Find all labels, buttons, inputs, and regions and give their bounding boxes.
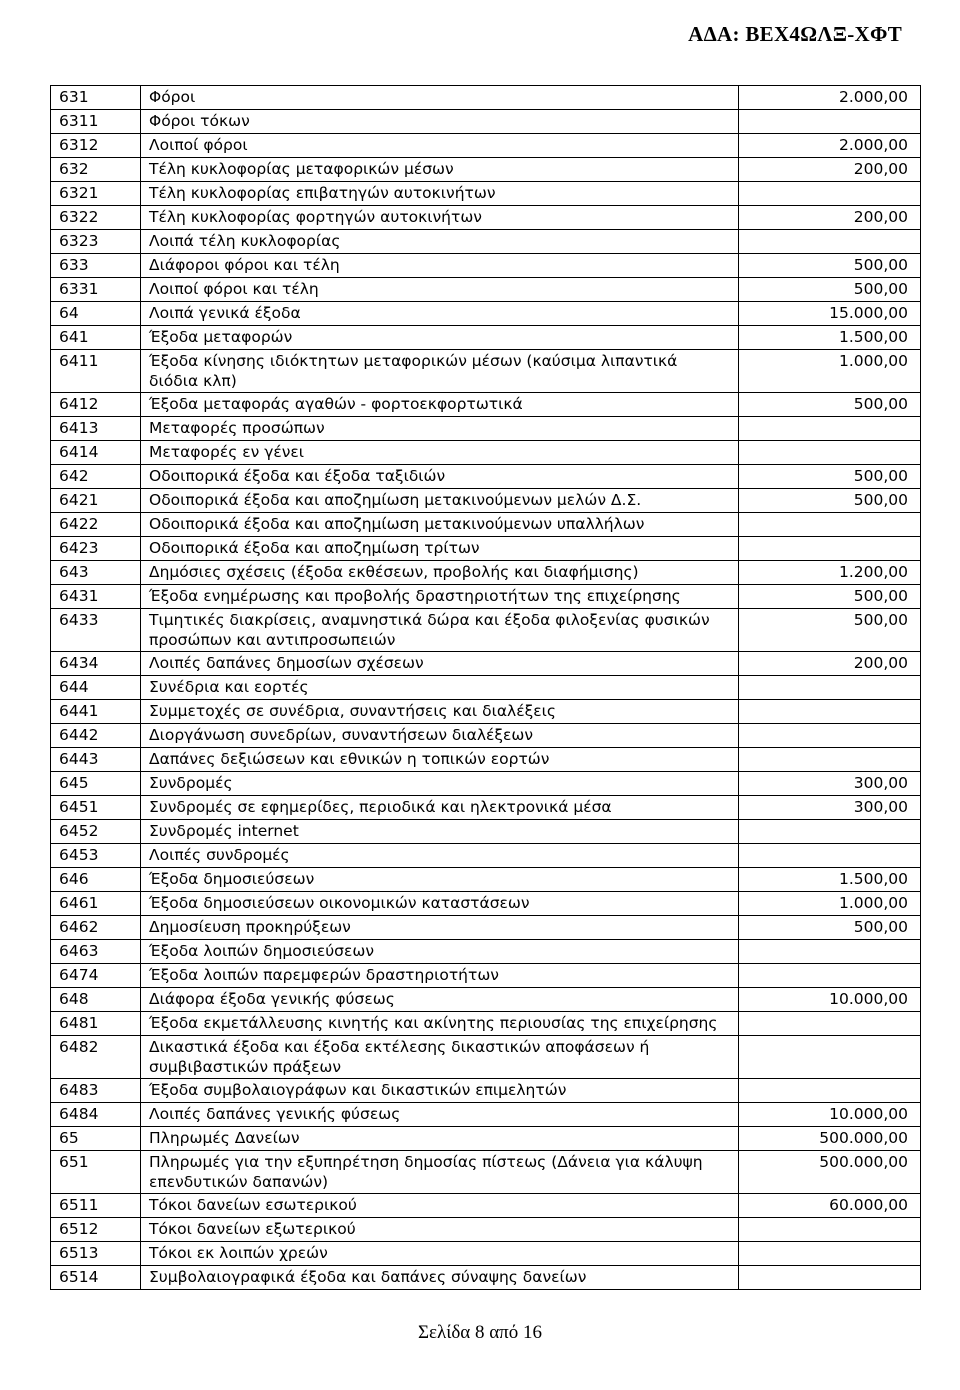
table-row (51, 158, 921, 182)
table-row (51, 652, 921, 676)
account-code-cell: 6512 (51, 1218, 141, 1242)
account-code-cell: 6441 (51, 700, 141, 724)
table-row (51, 326, 921, 350)
amount-cell (739, 820, 921, 844)
amount-cell (739, 1036, 921, 1079)
account-description-cell: Λοιπά τέλη κυκλοφορίας (141, 230, 739, 254)
account-description-cell: Μεταφορές προσώπων (141, 417, 739, 441)
table-row (51, 537, 921, 561)
table-row (51, 230, 921, 254)
table-row (51, 1036, 921, 1079)
amount-cell: 1.000,00 (739, 350, 921, 393)
account-description-cell: Έξοδα δημοσιεύσεων (141, 868, 739, 892)
account-code-cell: 6422 (51, 513, 141, 537)
table-row (51, 513, 921, 537)
table-row (51, 182, 921, 206)
amount-cell: 10.000,00 (739, 1103, 921, 1127)
table-row (51, 1151, 921, 1194)
amount-cell (739, 1012, 921, 1036)
table-row (51, 796, 921, 820)
account-code-cell: 642 (51, 465, 141, 489)
account-description-cell: Οδοιπορικά έξοδα και αποζημίωση τρίτων (141, 537, 739, 561)
table-row (51, 1218, 921, 1242)
account-code-cell: 645 (51, 772, 141, 796)
account-code-cell: 65 (51, 1127, 141, 1151)
table-row (51, 676, 921, 700)
account-description-cell: Λοιπές δαπάνες δημοσίων σχέσεων (141, 652, 739, 676)
account-code-cell: 6413 (51, 417, 141, 441)
account-description-cell: Λοιπά γενικά έξοδα (141, 302, 739, 326)
account-description-cell: Δικαστικά έξοδα και έξοδα εκτέλεσης δικαστικών αποφάσεων ή συμβιβαστικών πράξεων (141, 1036, 739, 1079)
account-code-cell: 6414 (51, 441, 141, 465)
table-row (51, 1266, 921, 1290)
account-code-cell: 6421 (51, 489, 141, 513)
table-row (51, 302, 921, 326)
amount-cell: 500,00 (739, 489, 921, 513)
table-row (51, 868, 921, 892)
account-code-cell: 648 (51, 988, 141, 1012)
account-description-cell: Τέλη κυκλοφορίας φορτηγών αυτοκινήτων (141, 206, 739, 230)
account-code-cell: 6451 (51, 796, 141, 820)
amount-cell (739, 964, 921, 988)
account-code-cell: 6412 (51, 393, 141, 417)
amount-cell (739, 230, 921, 254)
amount-cell: 200,00 (739, 652, 921, 676)
table-row (51, 916, 921, 940)
amount-cell (739, 1079, 921, 1103)
account-description-cell: Έξοδα κίνησης ιδιόκτητων μεταφορικών μέσων (καύσιμα λιπαντικά διόδια κλπ) (141, 350, 739, 393)
amount-cell: 2.000,00 (739, 86, 921, 110)
account-code-cell: 6322 (51, 206, 141, 230)
account-description-cell: Πληρωμές Δανείων (141, 1127, 739, 1151)
account-code-cell: 631 (51, 86, 141, 110)
table-row (51, 844, 921, 868)
account-description-cell: Λοιπές συνδρομές (141, 844, 739, 868)
account-description-cell: Έξοδα μεταφοράς αγαθών - φορτοεκφορτωτικά (141, 393, 739, 417)
amount-cell (739, 441, 921, 465)
account-code-cell: 6511 (51, 1194, 141, 1218)
table-row (51, 940, 921, 964)
account-description-cell: Τόκοι εκ λοιπών χρεών (141, 1242, 739, 1266)
amount-cell: 1.200,00 (739, 561, 921, 585)
amount-cell: 500,00 (739, 278, 921, 302)
amount-cell: 60.000,00 (739, 1194, 921, 1218)
account-description-cell: Συνέδρια και εορτές (141, 676, 739, 700)
amount-cell: 1.500,00 (739, 326, 921, 350)
table-row (51, 278, 921, 302)
account-description-cell: Τέλη κυκλοφορίας επιβατηγών αυτοκινήτων (141, 182, 739, 206)
account-code-cell: 6484 (51, 1103, 141, 1127)
account-code-cell: 6434 (51, 652, 141, 676)
account-description-cell: Δαπάνες δεξιώσεων και εθνικών η τοπικών εορτών (141, 748, 739, 772)
amount-cell: 2.000,00 (739, 134, 921, 158)
account-description-cell: Έξοδα ενημέρωσης και προβολής δραστηριοτήτων της επιχείρησης (141, 585, 739, 609)
account-description-cell: Διάφορα έξοδα γενικής φύσεως (141, 988, 739, 1012)
account-description-cell: Τιμητικές διακρίσεις, αναμνηστικά δώρα και έξοδα φιλοξενίας φυσικών προσώπων και αντιπροσωπειών (141, 609, 739, 652)
amount-cell: 200,00 (739, 158, 921, 182)
account-code-cell: 644 (51, 676, 141, 700)
account-code-cell: 6461 (51, 892, 141, 916)
amount-cell (739, 182, 921, 206)
table-row (51, 724, 921, 748)
account-code-cell: 6463 (51, 940, 141, 964)
account-description-cell: Λοιπές δαπάνες γενικής φύσεως (141, 1103, 739, 1127)
amount-cell (739, 513, 921, 537)
account-description-cell: Έξοδα μεταφορών (141, 326, 739, 350)
account-code-cell: 6513 (51, 1242, 141, 1266)
account-description-cell: Δημοσίευση προκηρύξεων (141, 916, 739, 940)
account-description-cell: Έξοδα εκμετάλλευσης κινητής και ακίνητης περιουσίας της επιχείρησης (141, 1012, 739, 1036)
account-code-cell: 6431 (51, 585, 141, 609)
account-code-cell: 6443 (51, 748, 141, 772)
table-row (51, 134, 921, 158)
table-row (51, 86, 921, 110)
account-description-cell: Συμμετοχές σε συνέδρια, συναντήσεις και διαλέξεις (141, 700, 739, 724)
amount-cell: 500,00 (739, 585, 921, 609)
account-description-cell: Συμβολαιογραφικά έξοδα και δαπάνες σύναψης δανείων (141, 1266, 739, 1290)
ada-document-code: ΑΔΑ: ΒΕΧ4ΩΛΞ-ΧΦΤ (688, 22, 902, 46)
table-row (51, 1012, 921, 1036)
account-code-cell: 6452 (51, 820, 141, 844)
amount-cell: 500.000,00 (739, 1151, 921, 1194)
account-code-cell: 64 (51, 302, 141, 326)
amount-cell (739, 417, 921, 441)
account-description-cell: Τέλη κυκλοφορίας μεταφορικών μέσων (141, 158, 739, 182)
amount-cell: 15.000,00 (739, 302, 921, 326)
table-row (51, 748, 921, 772)
amount-cell (739, 1266, 921, 1290)
account-description-cell: Συνδρομές (141, 772, 739, 796)
account-description-cell: Διοργάνωση συνεδρίων, συναντήσεων διαλέξεων (141, 724, 739, 748)
amount-cell (739, 940, 921, 964)
account-code-cell: 6481 (51, 1012, 141, 1036)
table-row (51, 1194, 921, 1218)
table-row (51, 206, 921, 230)
account-description-cell: Συνδρομές internet (141, 820, 739, 844)
account-code-cell: 641 (51, 326, 141, 350)
table-row (51, 254, 921, 278)
account-code-cell: 6462 (51, 916, 141, 940)
table-row (51, 1242, 921, 1266)
page-footer: Σελίδα 8 από 16 (417, 1322, 543, 1343)
amount-cell (739, 700, 921, 724)
account-code-cell: 632 (51, 158, 141, 182)
account-description-cell: Λοιποί φόροι (141, 134, 739, 158)
account-code-cell: 633 (51, 254, 141, 278)
table-row (51, 350, 921, 393)
table-row (51, 1079, 921, 1103)
account-description-cell: Έξοδα δημοσιεύσεων οικονομικών καταστάσεων (141, 892, 739, 916)
account-description-cell: Φόροι τόκων (141, 110, 739, 134)
table-row (51, 441, 921, 465)
account-code-cell: 6423 (51, 537, 141, 561)
table-row (51, 772, 921, 796)
table-row (51, 417, 921, 441)
amount-cell (739, 724, 921, 748)
amount-cell: 300,00 (739, 796, 921, 820)
account-description-cell: Τόκοι δανείων εξωτερικού (141, 1218, 739, 1242)
account-description-cell: Έξοδα λοιπών δημοσιεύσεων (141, 940, 739, 964)
account-description-cell: Τόκοι δανείων εσωτερικού (141, 1194, 739, 1218)
table-row (51, 1103, 921, 1127)
amount-cell: 10.000,00 (739, 988, 921, 1012)
account-code-cell: 651 (51, 1151, 141, 1194)
account-code-cell: 6474 (51, 964, 141, 988)
account-code-cell: 6514 (51, 1266, 141, 1290)
table-row (51, 988, 921, 1012)
amount-cell: 500,00 (739, 609, 921, 652)
amount-cell (739, 537, 921, 561)
table-row (51, 465, 921, 489)
table-row (51, 561, 921, 585)
account-code-cell: 6433 (51, 609, 141, 652)
account-description-cell: Οδοιπορικά έξοδα και αποζημίωση μετακινούμενων υπαλλήλων (141, 513, 739, 537)
amount-cell (739, 748, 921, 772)
amount-cell (739, 1242, 921, 1266)
table-row (51, 489, 921, 513)
amount-cell (739, 110, 921, 134)
account-code-cell: 643 (51, 561, 141, 585)
budget-table-body (51, 86, 921, 1290)
account-code-cell: 646 (51, 868, 141, 892)
account-code-cell: 6411 (51, 350, 141, 393)
account-code-cell: 6482 (51, 1036, 141, 1079)
table-row (51, 393, 921, 417)
table-row (51, 110, 921, 134)
account-description-cell: Συνδρομές σε εφημερίδες, περιοδικά και ηλεκτρονικά μέσα (141, 796, 739, 820)
amount-cell: 500,00 (739, 465, 921, 489)
account-description-cell: Πληρωμές για την εξυπηρέτηση δημοσίας πίστεως (Δάνεια για κάλυψη επενδυτικών δαπανών) (141, 1151, 739, 1194)
amount-cell (739, 1218, 921, 1242)
budget-table (50, 85, 921, 1290)
amount-cell: 500,00 (739, 254, 921, 278)
account-description-cell: Λοιποί φόροι και τέλη (141, 278, 739, 302)
account-code-cell: 6311 (51, 110, 141, 134)
amount-cell: 200,00 (739, 206, 921, 230)
amount-cell: 300,00 (739, 772, 921, 796)
table-row (51, 609, 921, 652)
account-description-cell: Οδοιπορικά έξοδα και έξοδα ταξιδιών (141, 465, 739, 489)
account-description-cell: Μεταφορές εν γένει (141, 441, 739, 465)
table-row (51, 820, 921, 844)
table-row (51, 700, 921, 724)
account-code-cell: 6453 (51, 844, 141, 868)
account-code-cell: 6323 (51, 230, 141, 254)
amount-cell: 500.000,00 (739, 1127, 921, 1151)
table-row (51, 585, 921, 609)
table-row (51, 964, 921, 988)
table-row (51, 1127, 921, 1151)
amount-cell: 500,00 (739, 916, 921, 940)
account-description-cell: Οδοιπορικά έξοδα και αποζημίωση μετακινούμενων μελών Δ.Σ. (141, 489, 739, 513)
amount-cell (739, 676, 921, 700)
account-description-cell: Έξοδα συμβολαιογράφων και δικαστικών επιμελητών (141, 1079, 739, 1103)
account-code-cell: 6312 (51, 134, 141, 158)
amount-cell (739, 844, 921, 868)
account-code-cell: 6321 (51, 182, 141, 206)
account-description-cell: Δημόσιες σχέσεις (έξοδα εκθέσεων, προβολής και διαφήμισης) (141, 561, 739, 585)
account-description-cell: Φόροι (141, 86, 739, 110)
account-description-cell: Διάφοροι φόροι και τέλη (141, 254, 739, 278)
account-code-cell: 6442 (51, 724, 141, 748)
table-row (51, 892, 921, 916)
account-code-cell: 6483 (51, 1079, 141, 1103)
amount-cell: 1.000,00 (739, 892, 921, 916)
amount-cell: 500,00 (739, 393, 921, 417)
account-description-cell: Έξοδα λοιπών παρεμφερών δραστηριοτήτων (141, 964, 739, 988)
amount-cell: 1.500,00 (739, 868, 921, 892)
account-code-cell: 6331 (51, 278, 141, 302)
